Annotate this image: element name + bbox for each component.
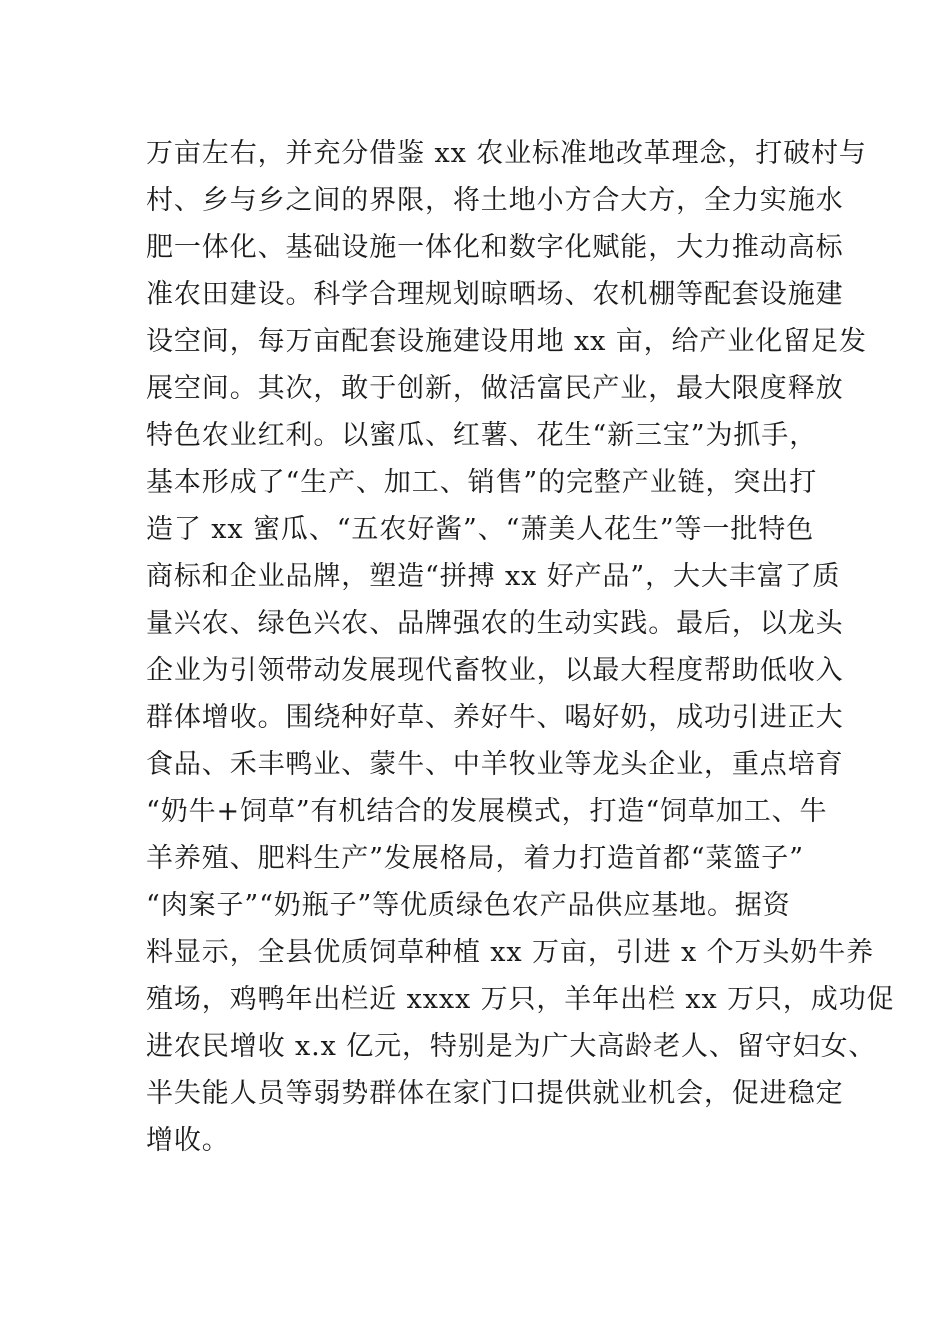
text-line: 进农民增收 x.x 亿元，特别是为广大高龄老人、留守妇女、 [146,1031,877,1062]
text-line: 企业为引领带动发展现代畜牧业，以最大程度帮助低收入 [146,655,844,686]
text-line: 半失能人员等弱势群体在家门口提供就业机会，促进稳定 [146,1078,844,1109]
text-line: 料显示，全县优质饲草种植 xx 万亩，引进 x 个万头奶牛养 [146,937,875,968]
text-line: 量兴农、绿色兴农、品牌强农的生动实践。最后，以龙头 [146,608,844,639]
text-line: 村、乡与乡之间的界限，将土地小方合大方，全力实施水 [146,185,844,216]
text-line: 准农田建设。科学合理规划晾晒场、农机棚等配套设施建 [146,279,844,310]
text-line: 商标和企业品牌，塑造“拼搏 xx 好产品”，大大丰富了质 [146,561,841,592]
text-line: 肥一体化、基础设施一体化和数字化赋能，大力推动高标 [146,232,844,263]
text-line: 基本形成了“生产、加工、销售”的完整产业链，突出打 [146,467,818,498]
text-line: 万亩左右，并充分借鉴 xx 农业标准地改革理念，打破村与 [146,138,867,169]
text-line: “奶牛+饲草”有机结合的发展模式，打造“饲草加工、牛 [146,796,828,827]
text-line: 设空间，每万亩配套设施建设用地 xx 亩，给产业化留足发 [146,326,867,357]
text-line: 造了 xx 蜜瓜、“五农好酱”、“萧美人花生”等一批特色 [146,514,815,545]
text-line: 殖场，鸡鸭年出栏近 xxxx 万只，羊年出栏 xx 万只，成功促 [146,984,895,1015]
text-line: 羊养殖、肥料生产”发展格局，着力打造首都“菜篮子” [146,843,804,874]
text-line: “肉案子”“奶瓶子”等优质绿色农产品供应基地。据资 [146,890,791,921]
body-paragraph [146,130,895,1164]
text-line: 群体增收。围绕种好草、养好牛、喝好奶，成功引进正大 [146,702,844,733]
text-line: 特色农业红利。以蜜瓜、红薯、花生“新三宝”为抓手， [146,420,818,451]
text-line: 食品、禾丰鸭业、蒙牛、中羊牧业等龙头企业，重点培育 [146,749,844,780]
text-line: 展空间。其次，敢于创新，做活富民产业，最大限度释放 [146,373,844,404]
text-line: 增收。 [146,1125,230,1156]
